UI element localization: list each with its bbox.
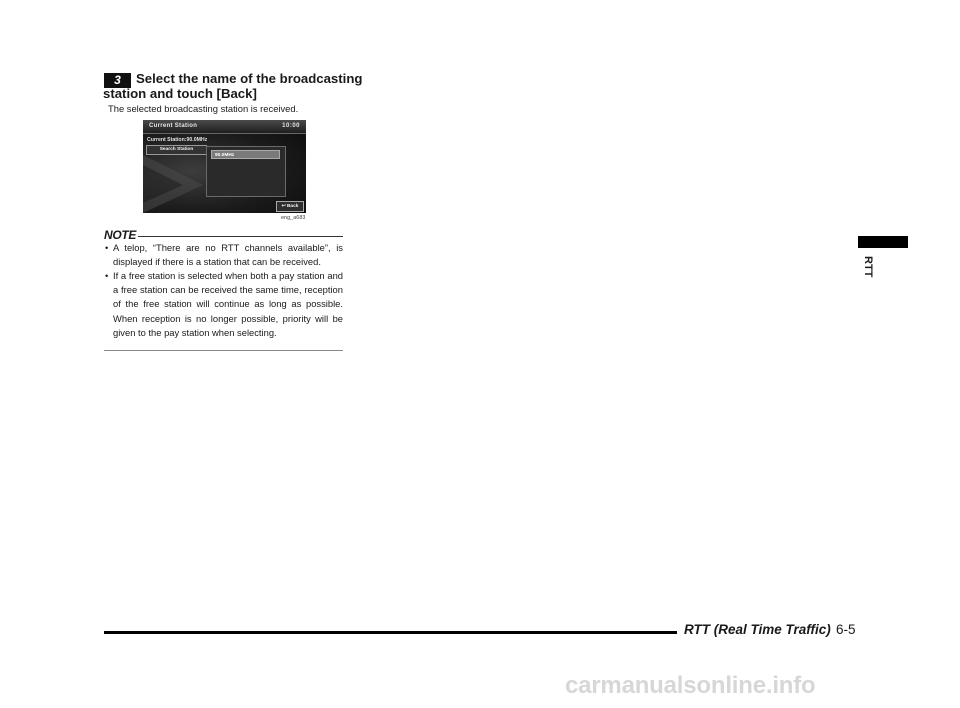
note-bullet-text: If a free station is selected when both a pay station and a free station can be received the same time, reception of the free station will continue as long as possible. When reception is no longer possible, priority will be given to the pay station when selecting.: [113, 270, 343, 338]
section-tab-marker: [858, 236, 908, 248]
step-title-line2: station and touch [Back]: [103, 86, 257, 101]
step-title-line1: Select the name of the broadcasting: [136, 71, 363, 86]
footer-section-title: RTT (Real Time Traffic): [684, 622, 831, 637]
back-button-label: Back: [286, 204, 299, 209]
watermark: carmanualsonline.info: [565, 672, 816, 699]
background-graphic: [143, 155, 203, 213]
navigation-screen-image: [143, 120, 306, 213]
bullet-dot: •: [105, 270, 109, 281]
note-heading-rule: [138, 236, 343, 237]
step-number-badge: 3: [104, 73, 131, 88]
screen-clock: 10:00: [282, 123, 300, 129]
step-description: The selected broadcasting station is received.: [108, 103, 299, 114]
bullet-dot: •: [105, 242, 109, 253]
screen-title: Current Station: [149, 123, 198, 129]
note-bullet-text: A telop, “There are no RTT channels available”, is displayed if there is a station that can be received.: [113, 242, 343, 268]
return-arrow-icon: ↩: [281, 204, 286, 209]
image-caption: eng_a683: [281, 215, 306, 221]
note-end-rule: [104, 350, 343, 351]
note-heading: NOTE: [104, 228, 137, 242]
back-button: [276, 201, 304, 212]
note-bullet: [105, 269, 343, 340]
search-station-button: Search Station: [146, 145, 207, 155]
screen-title-bar: [143, 120, 306, 134]
station-list-item: 90.0MHz: [211, 150, 280, 159]
current-station-label: Current Station:90.0MHz: [147, 137, 208, 143]
note-bullet: [105, 241, 343, 269]
page-number: 6-5: [836, 622, 856, 637]
footer-rule: [104, 631, 677, 634]
section-tab-label: RTT: [862, 256, 874, 278]
